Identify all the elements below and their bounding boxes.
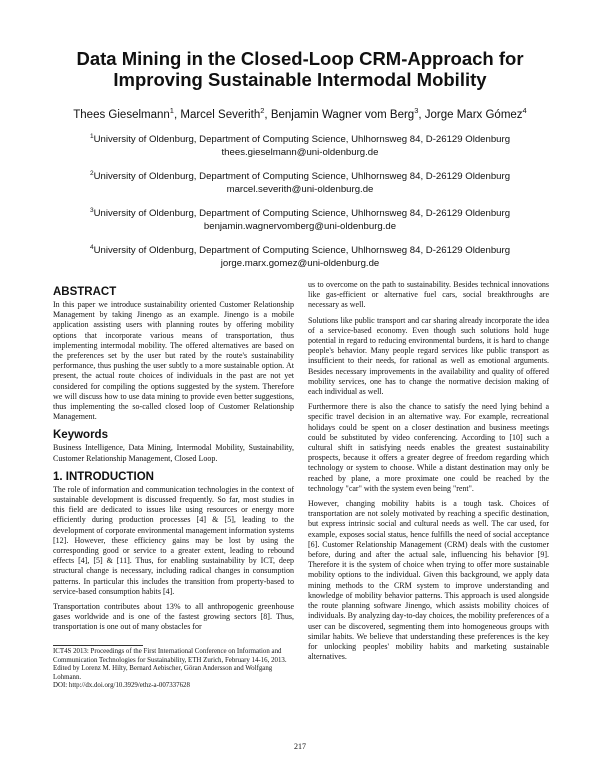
affiliations <box>50 134 550 282</box>
paper-title <box>40 48 560 90</box>
intro-paragraph-1: The role of information and communication technologies in the context of sustainable development is discussed frequently. So far, most studies in this field are dedicated to issues like using resources or energy more efficiently during production processes [4] & [5], leading to the development of corporate environmental management information systems [12]. However, these efficiency gains may be lost by using the corresponding good or service to a greater extent, leading to rebound effects [4], [5] & [11]. Thus, for enabling sustainability by ICT, deep structural change is necessary, including radical changes in consumption patterns. In particular this includes the transition from property-based to service-based consumption habits [4]. <box>53 484 294 596</box>
footnote-doi: DOI: http://dx.doi.org/10.3929/ethz-a-007337628 <box>53 682 190 690</box>
intro-paragraph-2: Transportation contributes about 13% to all anthropogenic greenhouse gases worldwide and is one of the fastest growing sectors [8]. Thus, transportation is one out of many obstacles for <box>53 602 294 632</box>
author-name: Thees Gieselmann <box>73 109 170 121</box>
author-name: Marcel Severith <box>180 109 261 121</box>
author-list: Thees Gieselmann$^1$, Marcel Severith$^2$, Benjamin Wagner vom Berg$^3$, Jorge Marx Gómez$^4$ <box>73 106 527 121</box>
right-paragraph-4: However, changing mobility habits is a tough task. Choices of transportation are not solely motivated by reaching a specific destination, but express intrinsic social and cultural needs as well. The car used, for example, exposes social status, hence fulfills the need of social acceptance [6]. Customer Relationship Management (CRM) deals with the customer before, during and after the actual sale, influencing his behavior [9]. Therefore it is the system of choice when trying to offer more sustainable mobility options to the individual. Given this background, we apply data mining methods to the CRM system to improve understanding and knowledge of mobility behavior patterns. This approach is used alongside the route planning software Jinengo, which assists mobility choices of individuals. By analyzing day-to-day choices, the mobility preferences of a user can be discovered, segmenting them into homogeneous groups with similar habits. We believe that understanding these preferences is the key for unlocking peoples' mobility habits and marketing sustainable alternatives. <box>308 499 549 662</box>
right-paragraph-1: us to overcome on the path to sustainability. Besides technical innovations like gas-efficient or alternative fuel cars, social breakthroughs are necessary as well. <box>308 280 549 310</box>
title-line-1: Data Mining in the Closed-Loop CRM-Approach for <box>76 48 524 69</box>
affiliation-sup: 3 <box>89 206 94 214</box>
right-column <box>308 280 549 667</box>
affiliation-sup: 4 <box>89 243 94 251</box>
right-paragraph-3: Furthermore there is also the chance to satisfy the need lying behind a specific travel decision in an alternative way. For example, recreational holidays could be spent on a closer destination and business meetings could be substituted by video conferencing. According to [10] such a cultural shift in satisfying needs enables the greatest sustainability prospects, because it offers a greater degree of freedom regarding which technology or system to choose. While a distant destination may only be reached by plane, a more proximate one could be reached by the technology "car" with the system even being "rent". <box>308 402 549 493</box>
abstract-heading: ABSTRACT <box>53 286 117 298</box>
right-paragraph-2: Solutions like public transport and car sharing already incorporate the idea of a service-based economy. Even though such solutions hold huge potential in regard to reducing environmental burdens, it is hard to change people's behavior. Many people regard services like public transport as insufficient to their needs, for rational as well as emotional arguments. Besides necessary improvements in the availability and quality of offered mobility services, one has to change the normative decision making of each individual as well. <box>308 315 549 397</box>
affiliation <box>50 208 550 233</box>
keywords-heading: Keywords <box>53 429 108 442</box>
footnote-rule <box>53 645 143 646</box>
author-name: Jorge Marx Gómez <box>424 109 523 121</box>
author-sup: 1 <box>169 106 174 116</box>
affiliation-line: University of Oldenburg, Department of Computing Science, Uhlhornsweg 84, D-26129 Oldenburg <box>93 134 511 145</box>
affiliation-sup: 1 <box>89 132 94 140</box>
affiliation-line: University of Oldenburg, Department of Computing Science, Uhlhornsweg 84, D-26129 Oldenburg <box>93 171 511 182</box>
keywords-text: Business Intelligence, Data Mining, Intermodal Mobility, Sustainability, Customer Relationship Management, Closed Loop. <box>53 443 294 463</box>
affiliation-email: jorge.marx.gomez@uni-oldenburg.de <box>220 257 380 269</box>
affiliation-email: marcel.severith@uni-oldenburg.de <box>226 183 374 195</box>
title-line-2: Improving Sustainable Intermodal Mobility <box>113 69 487 90</box>
footnote <box>53 648 294 691</box>
affiliation-sup: 2 <box>89 169 94 177</box>
affiliation-email: benjamin.wagnervomberg@uni-oldenburg.de <box>203 220 397 232</box>
page-number: 217 <box>294 742 306 751</box>
affiliation <box>50 245 550 270</box>
author-sup: 2 <box>260 106 265 116</box>
affiliation-line: University of Oldenburg, Department of Computing Science, Uhlhornsweg 84, D-26129 Oldenburg <box>93 208 511 219</box>
affiliation-email: thees.gieselmann@uni-oldenburg.de <box>221 146 379 158</box>
introduction-heading: 1. INTRODUCTION <box>53 470 154 483</box>
author-sup: 3 <box>414 106 419 116</box>
author-name: Benjamin Wagner vom Berg <box>270 109 415 121</box>
abstract-text: In this paper we introduce sustainability oriented Customer Relationship Management by taking Jinengo as an example. Jinengo is a mobile application assisting users with planning routes by offering mobility options that incorporate various means of transportation, thus implementing intermodal mobility. The offered alternatives are based on the preferences set by the user but rated by the route's sustainability performance, thus pushing the user subtly to a more sustainable option. At present, the actual route choices of individuals in the past are not yet considered for compiling the options suggested by the system. Therefore we will discuss how to use data mining to provide even better suggestions, thus implementing the so-called closed loop of Customer Relationship Management. <box>53 300 294 422</box>
author-sup: 4 <box>522 106 527 116</box>
footnote-text: ICT4S 2013: Proceedings of the First International Conference on Information and Communication Technologies for Sustainability, ETH Zurich, February 14-16, 2013. Edited by Lorenz M. Hilty, Bernard Aebischer, Göran Andersson and Wolfgang Lohmann. <box>53 648 287 681</box>
affiliation <box>50 171 550 196</box>
affiliation-line: University of Oldenburg, Department of Computing Science, Uhlhornsweg 84, D-26129 Oldenburg <box>93 245 511 256</box>
left-column <box>53 285 294 638</box>
affiliation <box>50 134 550 159</box>
